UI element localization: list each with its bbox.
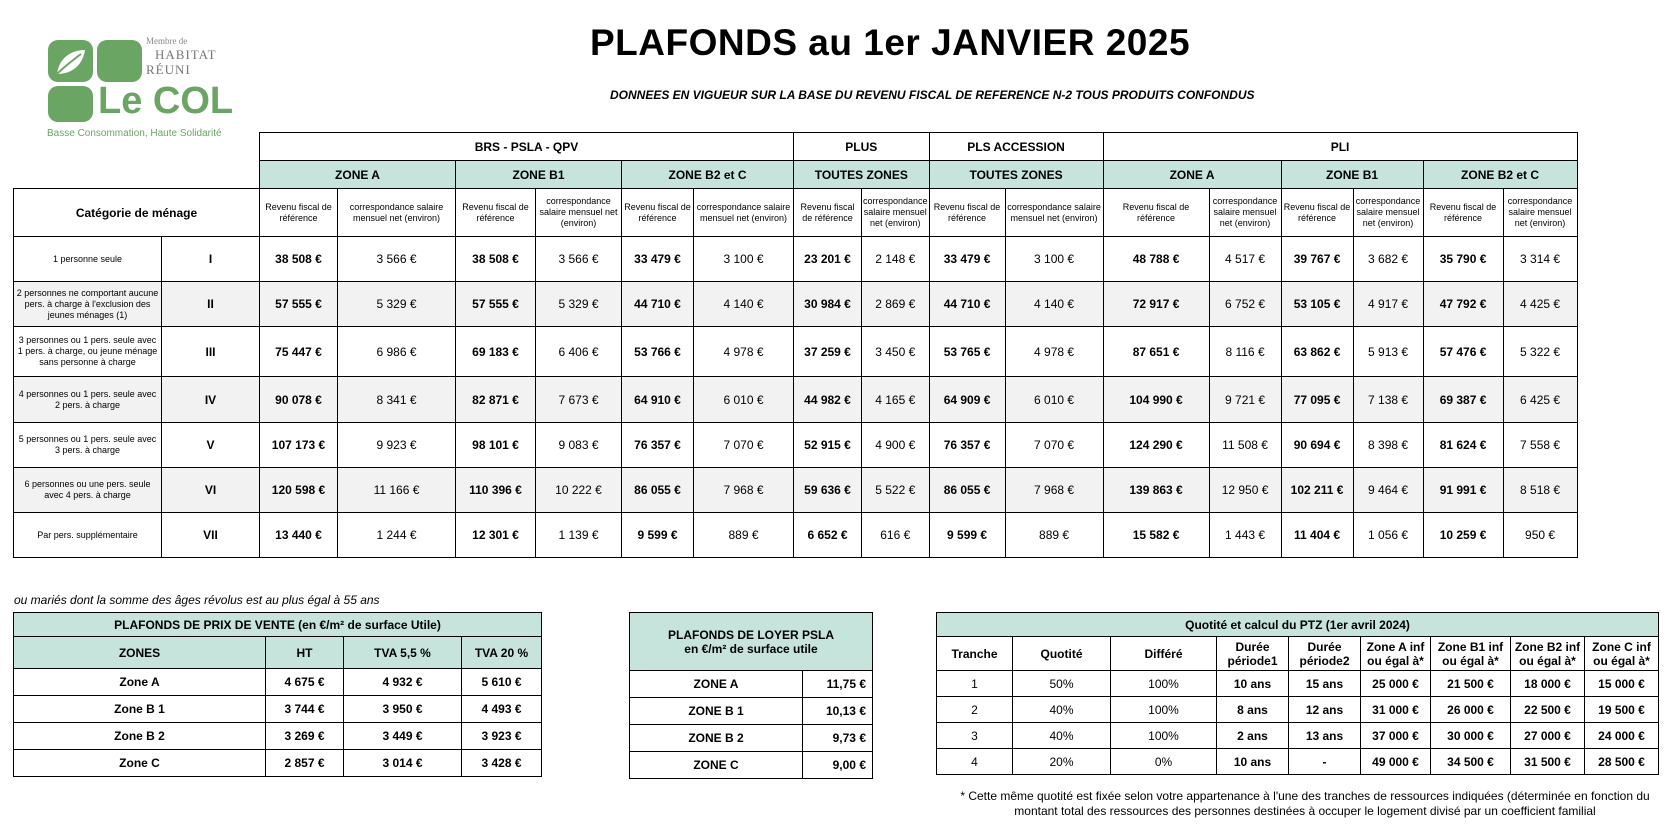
value-cell: 7 968 €: [1005, 468, 1103, 513]
household-label: 1 personne seule: [14, 237, 162, 282]
value-cell: 6 752 €: [1209, 282, 1281, 327]
value-cell: 11 508 €: [1209, 423, 1281, 468]
prix-cell: 4 493 €: [462, 696, 542, 723]
value-cell: 5 322 €: [1503, 327, 1577, 377]
ptz-cell: 10 ans: [1217, 749, 1289, 775]
prix-cell: 5 610 €: [462, 669, 542, 696]
table-row: [630, 752, 873, 779]
household-label: Par pers. supplémentaire: [14, 513, 162, 558]
value-cell: 3 100 €: [694, 237, 794, 282]
value-cell: 13 440 €: [260, 513, 338, 558]
value-cell: 3 566 €: [338, 237, 456, 282]
value-cell: 8 341 €: [338, 377, 456, 423]
value-cell: 3 450 €: [862, 327, 930, 377]
category-code: II: [162, 282, 260, 327]
column-header: correspondance salaire mensuel net (environ): [536, 189, 622, 237]
prix-cell: Zone B 2: [14, 723, 266, 750]
value-cell: 1 139 €: [536, 513, 622, 558]
logo-tagline: Basse Consommation, Haute Solidarité: [47, 128, 222, 139]
value-cell: 7 968 €: [694, 468, 794, 513]
loyer-zone: ZONE B 1: [630, 698, 803, 725]
value-cell: 4 978 €: [694, 327, 794, 377]
value-cell: 6 406 €: [536, 327, 622, 377]
prix-cell: 3 950 €: [344, 696, 462, 723]
ptz-cell: 2: [937, 697, 1013, 723]
loyer-zone: ZONE B 2: [630, 725, 803, 752]
value-cell: 9 721 €: [1209, 377, 1281, 423]
prix-cell: 3 744 €: [266, 696, 344, 723]
ptz-cell: 24 000 €: [1585, 723, 1659, 749]
value-cell: 37 259 €: [794, 327, 862, 377]
column-header: correspondance salaire mensuel net (environ): [338, 189, 456, 237]
column-header: correspondance salaire mensuel net (environ): [862, 189, 930, 237]
value-cell: 98 101 €: [456, 423, 536, 468]
value-cell: 76 357 €: [929, 423, 1005, 468]
group-header: PLI: [1103, 133, 1577, 161]
category-code: VI: [162, 468, 260, 513]
column-header: Revenu fiscal de référence: [1423, 189, 1503, 237]
value-cell: 4 517 €: [1209, 237, 1281, 282]
zone-header: ZONE A: [1103, 161, 1281, 189]
value-cell: 5 329 €: [338, 282, 456, 327]
prix-column-header: TVA 5,5 %: [344, 637, 462, 669]
value-cell: 104 990 €: [1103, 377, 1209, 423]
value-cell: 950 €: [1503, 513, 1577, 558]
ptz-cell: 0%: [1111, 749, 1217, 775]
ptz-cell: 2 ans: [1217, 723, 1289, 749]
category-code: IV: [162, 377, 260, 423]
table-row: [937, 697, 1659, 723]
value-cell: 616 €: [862, 513, 930, 558]
table-row: [14, 468, 1578, 513]
table-row: [14, 669, 542, 696]
ptz-cell: 15 000 €: [1585, 671, 1659, 697]
ptz-cell: 8 ans: [1217, 697, 1289, 723]
value-cell: 53 765 €: [929, 327, 1005, 377]
column-header: correspondance salaire mensuel net (environ): [1503, 189, 1577, 237]
value-cell: 33 479 €: [929, 237, 1005, 282]
plafonds-main-table: [13, 132, 1578, 558]
table-row: [14, 377, 1578, 423]
table-row: [630, 698, 873, 725]
household-label: 6 personnes ou une pers. seule avec 4 pers. à charge: [14, 468, 162, 513]
table-row: [937, 723, 1659, 749]
value-cell: 69 183 €: [456, 327, 536, 377]
ptz-cell: 15 ans: [1289, 671, 1361, 697]
column-header: correspondance salaire mensuel net (environ): [1353, 189, 1423, 237]
ptz-cell: 31 000 €: [1361, 697, 1431, 723]
value-cell: 11 404 €: [1281, 513, 1353, 558]
household-label: 3 personnes ou 1 pers. seule avec 1 pers. à charge, ou jeune ménage sans personne à charge: [14, 327, 162, 377]
category-code: I: [162, 237, 260, 282]
value-cell: 77 095 €: [1281, 377, 1353, 423]
value-cell: 48 788 €: [1103, 237, 1209, 282]
ptz-column-header: Zone A inf ou égal à*: [1361, 637, 1431, 671]
ptz-cell: 22 500 €: [1511, 697, 1585, 723]
value-cell: 53 105 €: [1281, 282, 1353, 327]
ptz-cell: 30 000 €: [1431, 723, 1511, 749]
loyer-psla-table: [629, 612, 873, 779]
value-cell: 7 070 €: [694, 423, 794, 468]
value-cell: 1 056 €: [1353, 513, 1423, 558]
category-code: III: [162, 327, 260, 377]
value-cell: 72 917 €: [1103, 282, 1209, 327]
leaf-icon: [51, 44, 91, 80]
value-cell: 87 651 €: [1103, 327, 1209, 377]
column-header: Revenu fiscal de référence: [1103, 189, 1209, 237]
ptz-cell: 100%: [1111, 723, 1217, 749]
value-cell: 69 387 €: [1423, 377, 1503, 423]
value-cell: 75 447 €: [260, 327, 338, 377]
prix-vente-title: PLAFONDS DE PRIX DE VENTE (en €/m² de surface Utile): [14, 613, 542, 637]
prix-column-header: ZONES: [14, 637, 266, 669]
prix-cell: 3 269 €: [266, 723, 344, 750]
prix-cell: 2 857 €: [266, 750, 344, 777]
value-cell: 8 518 €: [1503, 468, 1577, 513]
column-header: Revenu fiscal de référence: [456, 189, 536, 237]
value-cell: 889 €: [694, 513, 794, 558]
value-cell: 4 978 €: [1005, 327, 1103, 377]
value-cell: 23 201 €: [794, 237, 862, 282]
value-cell: 91 991 €: [1423, 468, 1503, 513]
column-header: Revenu fiscal de référence: [260, 189, 338, 237]
household-label: 2 personnes ne comportant aucune pers. à charge à l'exclusion des jeunes ménages (1): [14, 282, 162, 327]
loyer-title-line1: PLAFONDS DE LOYER PSLA: [667, 627, 834, 642]
ptz-cell: 34 500 €: [1431, 749, 1511, 775]
table-row: [937, 671, 1659, 697]
ptz-cell: 37 000 €: [1361, 723, 1431, 749]
ptz-footnote: * Cette même quotité est fixée selon votre appartenance à l'une des tranches de ressources indiquées (déterminée en fonction du montant total des ressources des personnes destinées à occuper le logement divisé par un coefficient familial: [960, 789, 1650, 818]
value-cell: 6 986 €: [338, 327, 456, 377]
value-cell: 57 555 €: [456, 282, 536, 327]
household-label: 4 personnes ou 1 pers. seule avec 2 pers. à charge: [14, 377, 162, 423]
prix-cell: 3 449 €: [344, 723, 462, 750]
footnote-age: ou mariés dont la somme des âges révolus est au plus égal à 55 ans: [14, 593, 380, 607]
value-cell: 33 479 €: [622, 237, 694, 282]
table-row: [14, 723, 542, 750]
value-cell: 9 923 €: [338, 423, 456, 468]
ptz-cell: 18 000 €: [1511, 671, 1585, 697]
category-code: V: [162, 423, 260, 468]
value-cell: 64 909 €: [929, 377, 1005, 423]
value-cell: 7 558 €: [1503, 423, 1577, 468]
ptz-column-header: Durée période2: [1289, 637, 1361, 671]
value-cell: 1 244 €: [338, 513, 456, 558]
zone-header: ZONE A: [260, 161, 456, 189]
column-header: Revenu fiscal de référence: [1281, 189, 1353, 237]
ptz-cell: 31 500 €: [1511, 749, 1585, 775]
prix-cell: 3 923 €: [462, 723, 542, 750]
column-header: Revenu fiscal de référence: [794, 189, 862, 237]
group-header: BRS - PSLA - QPV: [260, 133, 794, 161]
value-cell: 4 140 €: [694, 282, 794, 327]
ptz-cell: 12 ans: [1289, 697, 1361, 723]
loyer-value: 11,75 €: [803, 671, 873, 698]
loyer-zone: ZONE A: [630, 671, 803, 698]
value-cell: 4 900 €: [862, 423, 930, 468]
value-cell: 63 862 €: [1281, 327, 1353, 377]
loyer-value: 9,00 €: [803, 752, 873, 779]
ptz-cell: 27 000 €: [1511, 723, 1585, 749]
group-header: PLS ACCESSION: [929, 133, 1103, 161]
ptz-cell: 20%: [1013, 749, 1111, 775]
value-cell: 7 070 €: [1005, 423, 1103, 468]
value-cell: 9 464 €: [1353, 468, 1423, 513]
value-cell: 3 314 €: [1503, 237, 1577, 282]
table-row: [14, 696, 542, 723]
ptz-column-header: Durée période1: [1217, 637, 1289, 671]
value-cell: 4 140 €: [1005, 282, 1103, 327]
table-row: [630, 671, 873, 698]
value-cell: 4 425 €: [1503, 282, 1577, 327]
value-cell: 44 710 €: [929, 282, 1005, 327]
value-cell: 5 522 €: [862, 468, 930, 513]
prix-column-header: TVA 20 %: [462, 637, 542, 669]
ptz-column-header: Quotité: [1013, 637, 1111, 671]
ptz-cell: 49 000 €: [1361, 749, 1431, 775]
column-header: correspondance salaire mensuel net (environ): [694, 189, 794, 237]
prix-vente-table: [13, 612, 542, 777]
value-cell: 5 913 €: [1353, 327, 1423, 377]
table-row: [14, 282, 1578, 327]
value-cell: 47 792 €: [1423, 282, 1503, 327]
value-cell: 2 148 €: [862, 237, 930, 282]
value-cell: 76 357 €: [622, 423, 694, 468]
ptz-cell: 4: [937, 749, 1013, 775]
zone-header: ZONE B2 et C: [1423, 161, 1577, 189]
ptz-cell: 100%: [1111, 697, 1217, 723]
value-cell: 7 673 €: [536, 377, 622, 423]
table-row: [14, 750, 542, 777]
value-cell: 107 173 €: [260, 423, 338, 468]
value-cell: 57 555 €: [260, 282, 338, 327]
value-cell: 889 €: [1005, 513, 1103, 558]
value-cell: 10 259 €: [1423, 513, 1503, 558]
ptz-column-header: Zone B1 inf ou égal à*: [1431, 637, 1511, 671]
table-row: [14, 327, 1578, 377]
ptz-column-header: Zone C inf ou égal à*: [1585, 637, 1659, 671]
prix-cell: Zone B 1: [14, 696, 266, 723]
value-cell: 120 598 €: [260, 468, 338, 513]
value-cell: 12 301 €: [456, 513, 536, 558]
logo-network-line2: RÉUNI: [146, 62, 191, 77]
value-cell: 4 165 €: [862, 377, 930, 423]
group-header: PLUS: [794, 133, 930, 161]
value-cell: 9 083 €: [536, 423, 622, 468]
ptz-cell: 19 500 €: [1585, 697, 1659, 723]
loyer-value: 9,73 €: [803, 725, 873, 752]
ptz-cell: -: [1289, 749, 1361, 775]
value-cell: 64 910 €: [622, 377, 694, 423]
column-header: correspondance salaire mensuel net (environ): [1209, 189, 1281, 237]
loyer-zone: ZONE C: [630, 752, 803, 779]
value-cell: 8 116 €: [1209, 327, 1281, 377]
value-cell: 81 624 €: [1423, 423, 1503, 468]
value-cell: 7 138 €: [1353, 377, 1423, 423]
value-cell: 59 636 €: [794, 468, 862, 513]
loyer-title-line2: en €/m² de surface utile: [684, 641, 818, 656]
ptz-cell: 40%: [1013, 723, 1111, 749]
page-title: PLAFONDS au 1er JANVIER 2025: [590, 22, 1191, 63]
zone-header: TOUTES ZONES: [929, 161, 1103, 189]
table-row: [14, 513, 1578, 558]
logo-name: Le COL: [98, 80, 234, 122]
ptz-cell: 50%: [1013, 671, 1111, 697]
value-cell: 10 222 €: [536, 468, 622, 513]
zone-header: ZONE B2 et C: [622, 161, 794, 189]
value-cell: 38 508 €: [260, 237, 338, 282]
value-cell: 39 767 €: [1281, 237, 1353, 282]
logo-square-tr: [97, 40, 142, 82]
prix-cell: 3 014 €: [344, 750, 462, 777]
value-cell: 52 915 €: [794, 423, 862, 468]
prix-cell: Zone C: [14, 750, 266, 777]
ptz-cell: 13 ans: [1289, 723, 1361, 749]
value-cell: 3 100 €: [1005, 237, 1103, 282]
value-cell: 35 790 €: [1423, 237, 1503, 282]
ptz-cell: 3: [937, 723, 1013, 749]
value-cell: 9 599 €: [929, 513, 1005, 558]
value-cell: 53 766 €: [622, 327, 694, 377]
ptz-cell: 40%: [1013, 697, 1111, 723]
ptz-title: Quotité et calcul du PTZ (1er avril 2024): [937, 613, 1659, 637]
loyer-value: 10,13 €: [803, 698, 873, 725]
household-label: 5 personnes ou 1 pers. seule avec 3 pers. à charge: [14, 423, 162, 468]
value-cell: 110 396 €: [456, 468, 536, 513]
ptz-table: [936, 612, 1659, 775]
value-cell: 3 566 €: [536, 237, 622, 282]
value-cell: 57 476 €: [1423, 327, 1503, 377]
value-cell: 139 863 €: [1103, 468, 1209, 513]
table-row: [630, 725, 873, 752]
value-cell: 90 078 €: [260, 377, 338, 423]
value-cell: 1 443 €: [1209, 513, 1281, 558]
ptz-cell: 26 000 €: [1431, 697, 1511, 723]
value-cell: 6 652 €: [794, 513, 862, 558]
value-cell: 44 710 €: [622, 282, 694, 327]
zone-header: ZONE B1: [1281, 161, 1423, 189]
ptz-cell: 25 000 €: [1361, 671, 1431, 697]
value-cell: 8 398 €: [1353, 423, 1423, 468]
page-subtitle: DONNEES EN VIGUEUR SUR LA BASE DU REVENU FISCAL DE REFERENCE N-2 TOUS PRODUITS CONFONDUS: [610, 88, 1255, 102]
ptz-cell: 1: [937, 671, 1013, 697]
zone-header: ZONE B1: [456, 161, 622, 189]
table-row: [14, 237, 1578, 282]
zone-header: TOUTES ZONES: [794, 161, 930, 189]
ptz-column-header: Différé: [1111, 637, 1217, 671]
logo-member-text: Membre de: [146, 36, 188, 46]
column-header: Revenu fiscal de référence: [929, 189, 1005, 237]
value-cell: 86 055 €: [622, 468, 694, 513]
logo-square-bl: [48, 86, 93, 122]
category-header: Catégorie de ménage: [14, 189, 260, 237]
value-cell: 86 055 €: [929, 468, 1005, 513]
ptz-cell: 28 500 €: [1585, 749, 1659, 775]
value-cell: 82 871 €: [456, 377, 536, 423]
value-cell: 6 425 €: [1503, 377, 1577, 423]
value-cell: 44 982 €: [794, 377, 862, 423]
category-code: VII: [162, 513, 260, 558]
prix-column-header: HT: [266, 637, 344, 669]
value-cell: 30 984 €: [794, 282, 862, 327]
ptz-cell: 100%: [1111, 671, 1217, 697]
prix-cell: 3 428 €: [462, 750, 542, 777]
value-cell: 90 694 €: [1281, 423, 1353, 468]
value-cell: 15 582 €: [1103, 513, 1209, 558]
value-cell: 4 917 €: [1353, 282, 1423, 327]
value-cell: 38 508 €: [456, 237, 536, 282]
prix-cell: 4 675 €: [266, 669, 344, 696]
value-cell: 3 682 €: [1353, 237, 1423, 282]
prix-cell: Zone A: [14, 669, 266, 696]
ptz-cell: 21 500 €: [1431, 671, 1511, 697]
table-row: [937, 749, 1659, 775]
value-cell: 6 010 €: [1005, 377, 1103, 423]
table-row: [14, 423, 1578, 468]
value-cell: 9 599 €: [622, 513, 694, 558]
logo-network-line1: HABITAT: [155, 47, 217, 62]
prix-cell: 4 932 €: [344, 669, 462, 696]
value-cell: 5 329 €: [536, 282, 622, 327]
ptz-column-header: Tranche: [937, 637, 1013, 671]
value-cell: 124 290 €: [1103, 423, 1209, 468]
ptz-column-header: Zone B2 inf ou égal à*: [1511, 637, 1585, 671]
column-header: Revenu fiscal de référence: [622, 189, 694, 237]
value-cell: 102 211 €: [1281, 468, 1353, 513]
value-cell: 2 869 €: [862, 282, 930, 327]
value-cell: 6 010 €: [694, 377, 794, 423]
column-header: correspondance salaire mensuel net (environ): [1005, 189, 1103, 237]
ptz-cell: 10 ans: [1217, 671, 1289, 697]
value-cell: 11 166 €: [338, 468, 456, 513]
loyer-psla-title: [630, 613, 873, 671]
value-cell: 12 950 €: [1209, 468, 1281, 513]
